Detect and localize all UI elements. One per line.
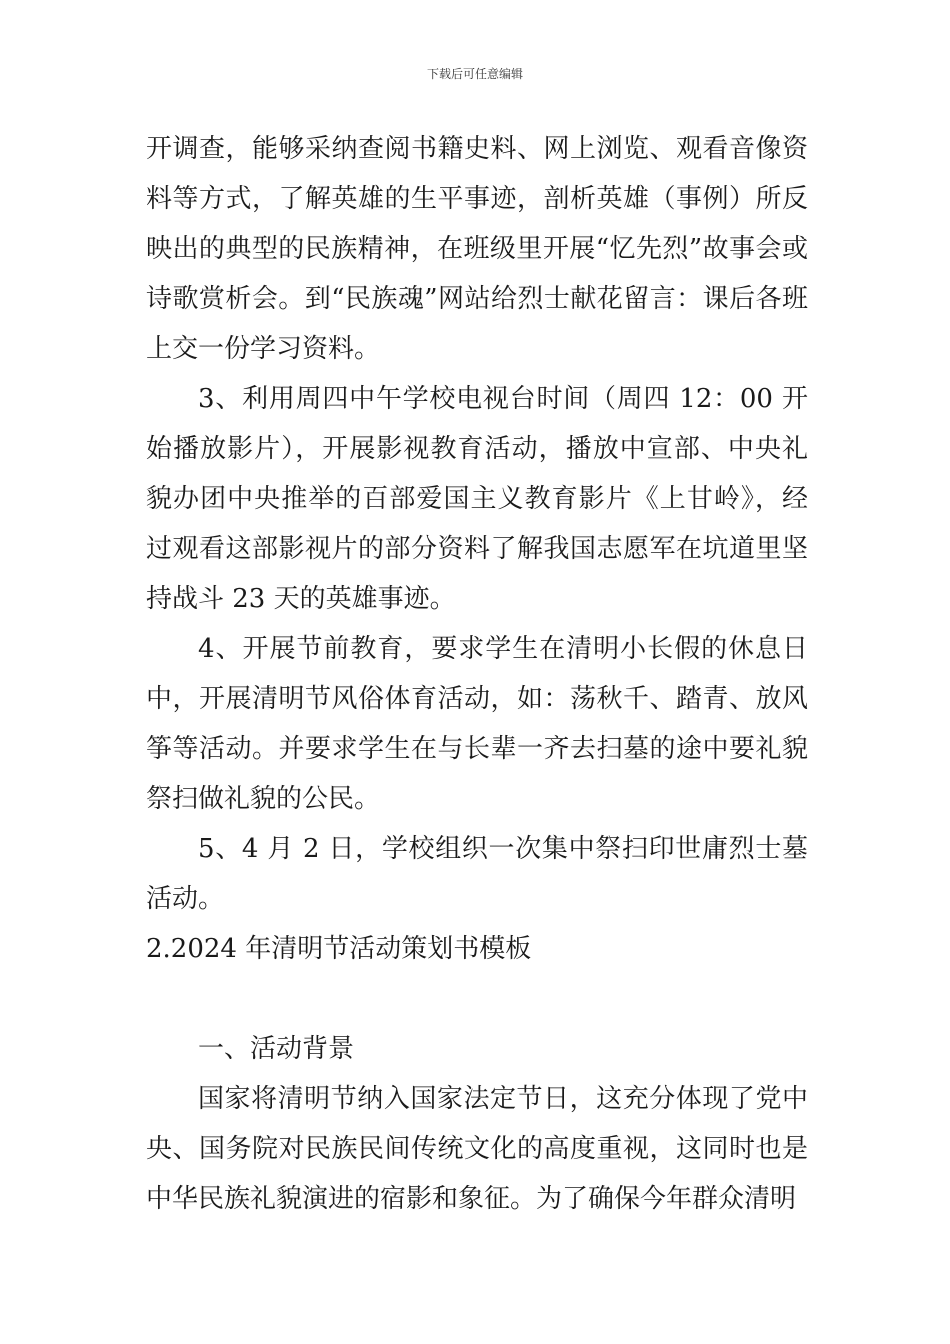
paragraph-item-5: 5、4 月 2 日，学校组织一次集中祭扫印世庸烈士墓活动。 <box>146 834 808 914</box>
subsection-title: 一、活动背景 <box>198 1034 355 1064</box>
background-paragraph: 国家将清明节纳入国家法定节日，这充分体现了党中央、国务院对民族民间传统文化的高度重视，这同时也是中华民族礼貌演进的宿影和象征。为了确保今年群众清明 <box>146 1084 808 1214</box>
section-spacer <box>146 974 808 1024</box>
page-header-note: 下载后可任意编辑 <box>426 67 523 81</box>
section-title: 2.2024 年清明节活动策划书模板 <box>146 934 532 964</box>
paragraph-item-3: 3、利用周四中午学校电视台时间（周四 12：00 开始播放影片），开展影视教育活动，播放中宣部、中央礼貌办团中央推举的百部爱国主义教育影片《上甘岭》，经过观看这部影视片的部分资料了解我国志愿军在坑道里坚持战斗 23 天的英雄事迹。 <box>146 384 808 614</box>
document-body <box>146 124 808 1224</box>
paragraph-item-4: 4、开展节前教育，要求学生在清明小长假的休息日中，开展清明节风俗体育活动，如：荡秋千、踏青、放风筝等活动。并要求学生在与长辈一齐去扫墓的途中要礼貌祭扫做礼貌的公民。 <box>146 634 808 814</box>
paragraph-continued: 开调查，能够采纳查阅书籍史料、网上浏览、观看音像资料等方式，了解英雄的生平事迹，剖析英雄（事例）所反映出的典型的民族精神，在班级里开展“忆先烈”故事会或诗歌赏析会。到“民族魂”网站给烈士献花留言：课后各班上交一份学习资料。 <box>146 134 808 364</box>
